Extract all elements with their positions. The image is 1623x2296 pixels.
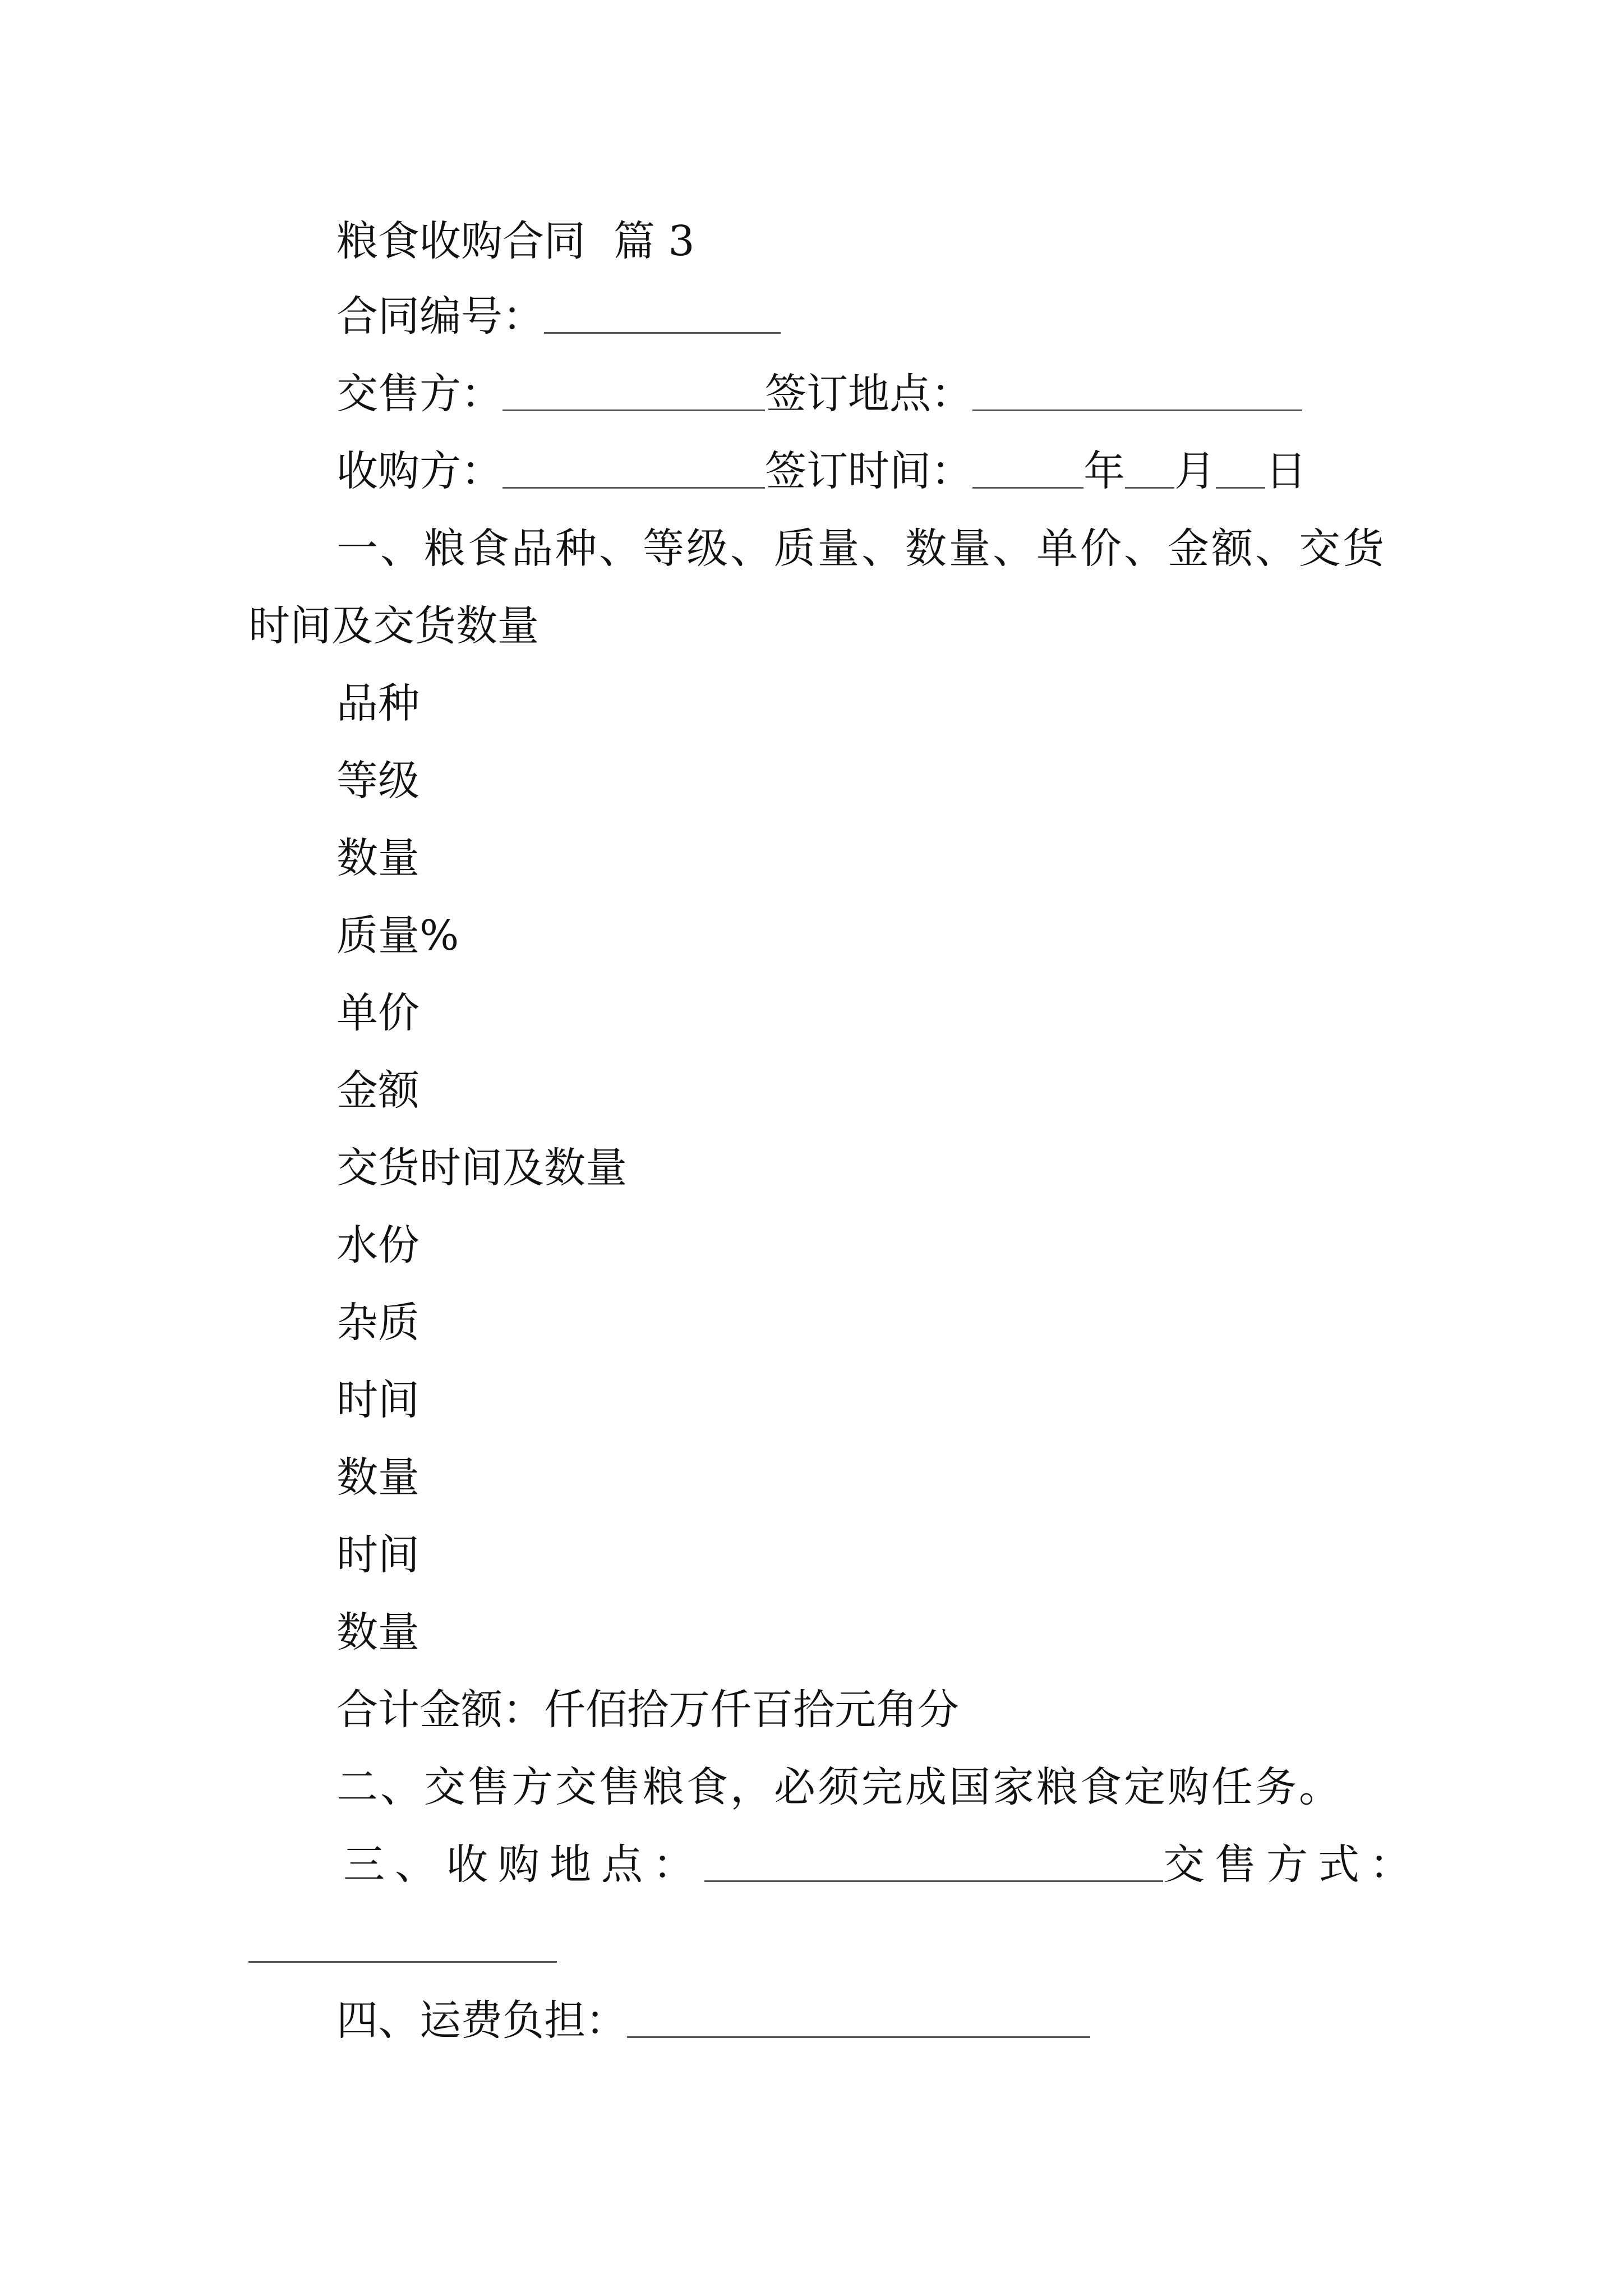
seller-line (336, 366, 1302, 422)
section3-method-blank (248, 1961, 557, 1963)
year-blank (972, 449, 1083, 489)
item-quantity-1: 数量 (336, 1453, 419, 1502)
item-unit-price: 单价 (336, 989, 419, 1037)
buyer-line (336, 443, 1307, 499)
day-text: 日 (1265, 447, 1307, 495)
section4-line (336, 1993, 1090, 2049)
item-quantity-2: 数量 (336, 1608, 419, 1657)
item-impurity: 杂质 (336, 1299, 419, 1347)
doc-title: 粮食收购合同 (336, 217, 585, 265)
item-moisture: 水份 (336, 1221, 419, 1269)
section1-line2: 时间及交货数量 (248, 602, 539, 650)
sign-place-label: 签订地点： (765, 370, 972, 418)
day-blank (1216, 449, 1265, 489)
item-delivery-time-quantity: 交货时间及数量 (336, 1144, 627, 1192)
month-blank (1125, 449, 1174, 489)
contract-no-label: 合同编号： (336, 292, 544, 341)
sign-place-blank (972, 372, 1302, 411)
section4-blank (627, 1999, 1090, 2038)
item-time-1: 时间 (336, 1376, 419, 1424)
item-quantity: 数量 (336, 834, 419, 882)
section3-line (343, 1837, 1421, 1893)
section1-line1: 一、粮食品种、等级、质量、数量、单价、金额、交货 (336, 524, 1386, 573)
contract-no-blank (544, 295, 781, 334)
contract-no-line (336, 288, 781, 344)
item-quality: 质量% (336, 912, 459, 960)
item-amount: 金额 (336, 1066, 419, 1115)
item-variety: 品种 (336, 679, 419, 728)
buyer-blank (502, 449, 765, 489)
title-line (336, 213, 695, 269)
item-time-2: 时间 (336, 1531, 419, 1579)
section3-place-label: 三、收购地点： (343, 1841, 704, 1889)
buyer-label: 收购方： (336, 447, 502, 495)
doc-title-suffix: 篇 3 (614, 217, 695, 265)
total-amount: 合计金额：仟佰拾万仟百拾元角分 (336, 1686, 959, 1734)
month-text: 月 (1174, 447, 1216, 495)
section3-method-label: 交售方式： (1163, 1841, 1421, 1889)
section4-label: 四、运费负担： (336, 1996, 627, 2045)
year-text: 年 (1083, 447, 1125, 495)
seller-label: 交售方： (336, 370, 502, 418)
item-grade: 等级 (336, 757, 419, 805)
sign-time-label: 签订时间： (765, 447, 972, 495)
seller-blank (502, 372, 765, 411)
section3-place-blank (704, 1843, 1163, 1882)
section2: 二、交售方交售粮食，必须完成国家粮食定购任务。 (336, 1763, 1343, 1811)
